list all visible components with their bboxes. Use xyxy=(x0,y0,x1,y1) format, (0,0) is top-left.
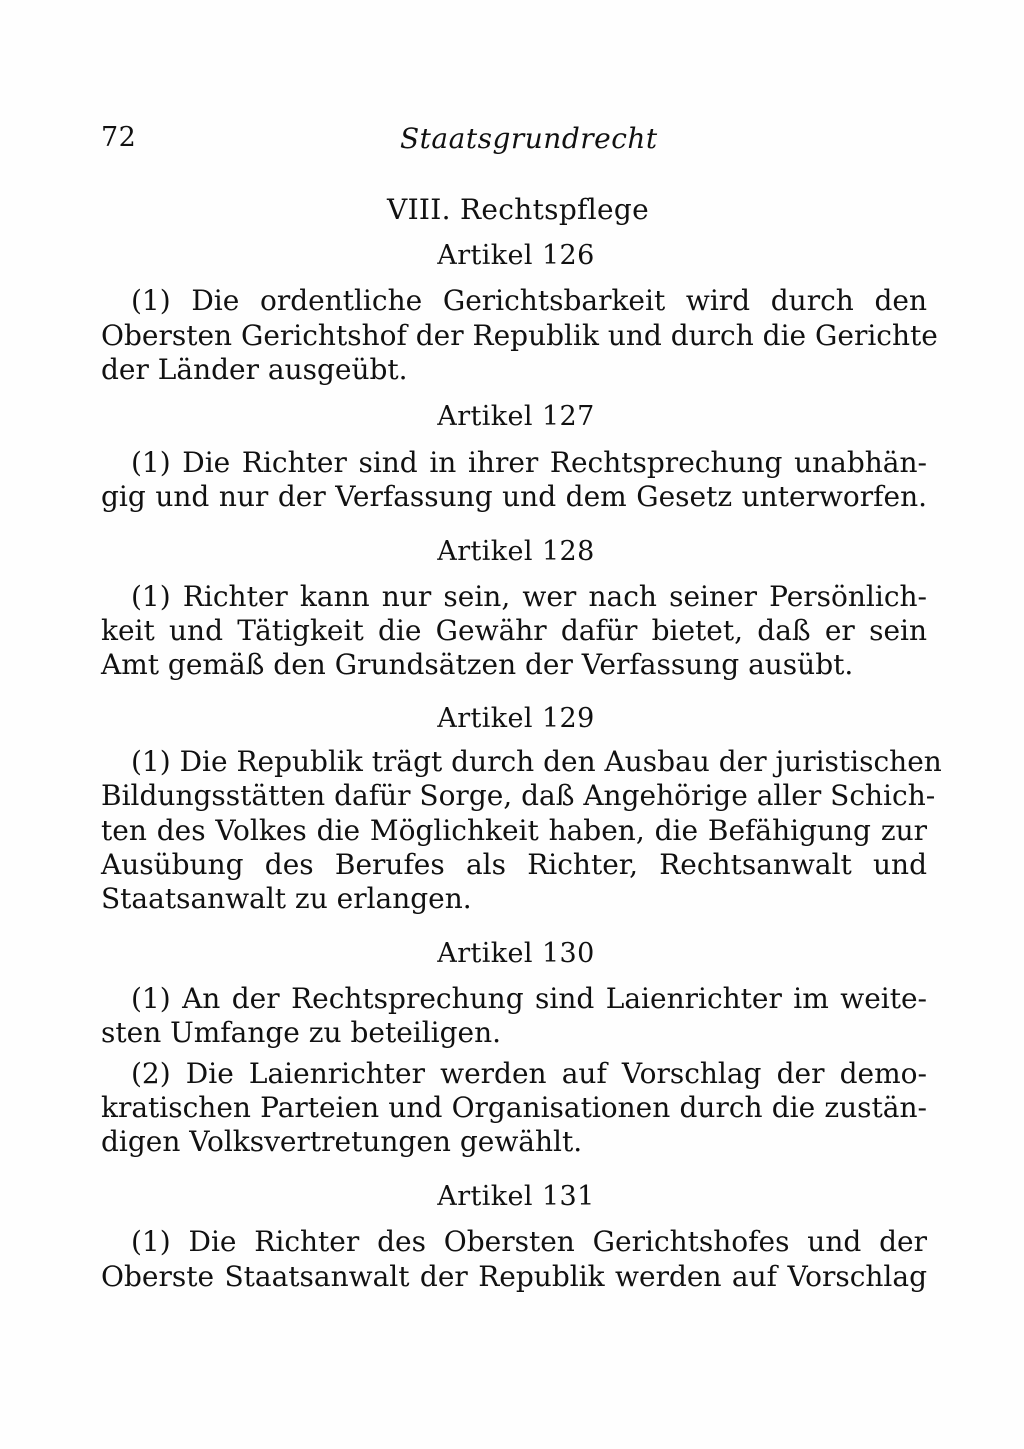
article-127-line: (1) Die Richter sind in ihrer Rechtsprechung unabhän- xyxy=(131,446,927,479)
article-126-line: Obersten Gerichtshof der Republik und durch die Gerichte xyxy=(101,319,938,352)
article-130-line: (1) An der Rechtsprechung sind Laienrichter im weite- xyxy=(131,982,927,1015)
article-131-line: (1) Die Richter des Obersten Gerichtshofes und der xyxy=(131,1225,927,1258)
running-title: Staatsgrundrecht xyxy=(400,122,658,155)
article-126-line: (1) Die ordentliche Gerichtsbarkeit wird durch den xyxy=(131,284,927,317)
article-heading-130: Artikel 130 xyxy=(437,938,595,969)
article-130-line: digen Volksvertretungen gewählt. xyxy=(101,1125,583,1158)
article-127-line: gig und nur der Verfassung und dem Gesetz unterworfen. xyxy=(101,480,927,513)
page-number: 72 xyxy=(101,122,137,153)
article-heading-128: Artikel 128 xyxy=(437,536,595,567)
article-heading-126: Artikel 126 xyxy=(437,240,595,271)
article-130-line: (2) Die Laienrichter werden auf Vorschlag der demo- xyxy=(131,1057,927,1090)
article-126-line: der Länder ausgeübt. xyxy=(101,353,408,386)
article-128-line: Amt gemäß den Grundsätzen der Verfassung ausübt. xyxy=(101,648,854,681)
section-heading: VIII. Rechtspflege xyxy=(387,193,649,226)
article-129-line: Bildungsstätten dafür Sorge, daß Angehörige aller Schich- xyxy=(101,779,936,812)
article-129-line: ten des Volkes die Möglichkeit haben, die Befähigung zur xyxy=(101,814,927,847)
article-130-line: kratischen Parteien und Organisationen durch die zustän- xyxy=(101,1091,927,1124)
article-128-line: (1) Richter kann nur sein, wer nach seiner Persönlich- xyxy=(131,580,927,613)
article-129-line: Ausübung des Berufes als Richter, Rechtsanwalt und xyxy=(101,848,927,881)
article-129-line: Staatsanwalt zu erlangen. xyxy=(101,882,472,915)
article-128-line: keit und Tätigkeit die Gewähr dafür bietet, daß er sein xyxy=(101,614,927,647)
article-130-line: sten Umfange zu beteiligen. xyxy=(101,1016,502,1049)
article-heading-131: Artikel 131 xyxy=(437,1181,595,1212)
article-heading-127: Artikel 127 xyxy=(437,401,595,432)
article-131-line: Oberste Staatsanwalt der Republik werden auf Vorschlag xyxy=(101,1260,927,1293)
article-heading-129: Artikel 129 xyxy=(437,703,595,734)
article-129-line: (1) Die Republik trägt durch den Ausbau der juristischen xyxy=(131,745,942,778)
